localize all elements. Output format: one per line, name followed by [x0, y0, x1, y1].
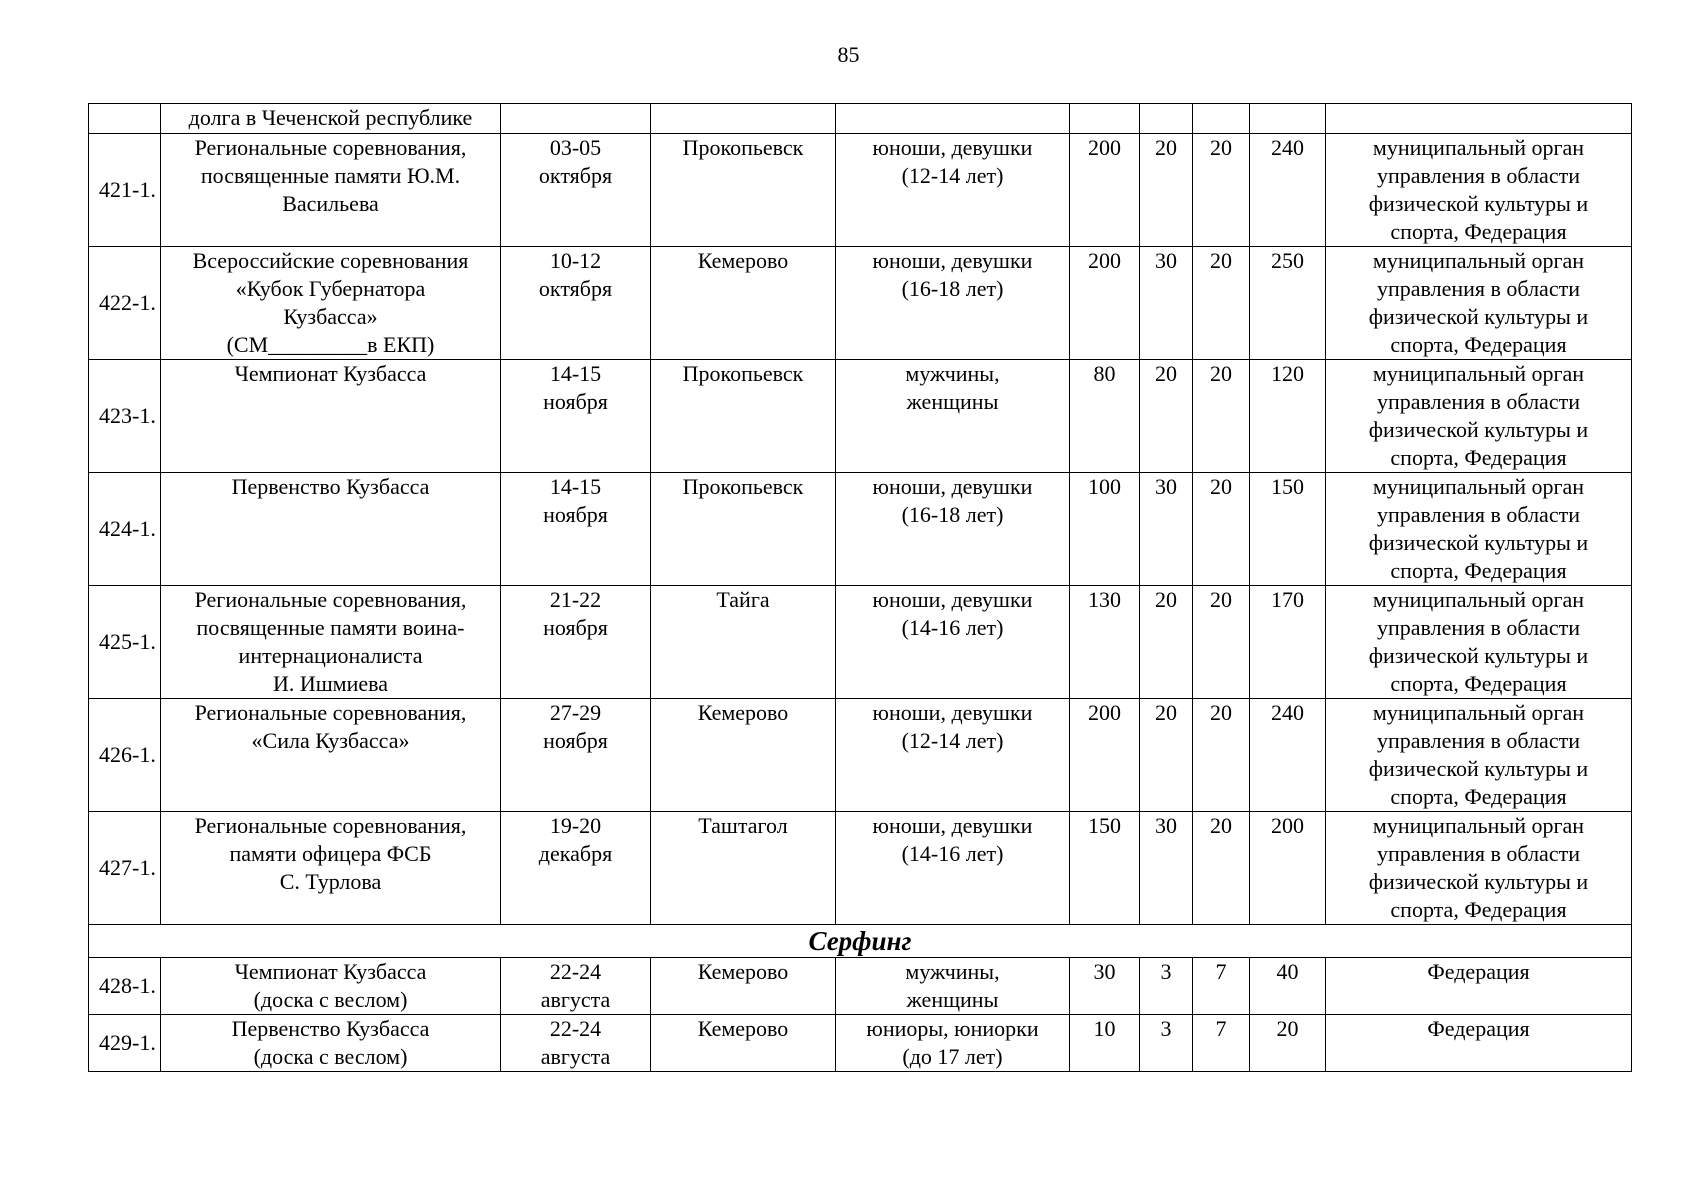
cell-organizer: муниципальный орган управления в области физической культуры и спорта, Федерация	[1326, 360, 1632, 473]
cell-number	[89, 104, 161, 134]
cell-organizer: муниципальный орган управления в области физической культуры и спорта, Федерация	[1326, 699, 1632, 812]
cell-dates: 22-24 августа	[501, 1015, 651, 1072]
table-row	[89, 473, 1632, 586]
cell-count-3	[1193, 104, 1250, 134]
cell-count-2: 20	[1140, 699, 1193, 812]
cell-dates: 19-20 декабря	[501, 812, 651, 925]
cell-dates: 14-15 ноября	[501, 473, 651, 586]
cell-event-name: Чемпионат Кузбасса	[161, 360, 501, 473]
cell-total: 170	[1250, 586, 1326, 699]
cell-participants	[836, 104, 1070, 134]
cell-number: 422-1.	[89, 247, 161, 360]
cell-dates: 22-24 августа	[501, 958, 651, 1015]
cell-place: Кемерово	[651, 1015, 836, 1072]
cell-count-1: 100	[1070, 473, 1140, 586]
cell-place: Кемерово	[651, 699, 836, 812]
cell-event-name: долга в Чеченской республике	[161, 104, 501, 134]
cell-count-1: 200	[1070, 699, 1140, 812]
events-table	[88, 103, 1632, 1072]
cell-participants: юниоры, юниорки (до 17 лет)	[836, 1015, 1070, 1072]
cell-total: 240	[1250, 134, 1326, 247]
table-body	[89, 104, 1632, 1072]
cell-count-1	[1070, 104, 1140, 134]
cell-dates	[501, 104, 651, 134]
table-row	[89, 699, 1632, 812]
cell-organizer: муниципальный орган управления в области физической культуры и спорта, Федерация	[1326, 134, 1632, 247]
cell-place: Прокопьевск	[651, 360, 836, 473]
cell-number: 425-1.	[89, 586, 161, 699]
cell-count-2: 20	[1140, 134, 1193, 247]
cell-dates: 10-12 октября	[501, 247, 651, 360]
cell-count-3: 20	[1193, 247, 1250, 360]
table-row	[89, 247, 1632, 360]
cell-event-name: Первенство Кузбасса (доска с веслом)	[161, 1015, 501, 1072]
table-row	[89, 812, 1632, 925]
cell-organizer: Федерация	[1326, 1015, 1632, 1072]
cell-total: 20	[1250, 1015, 1326, 1072]
cell-dates: 14-15 ноября	[501, 360, 651, 473]
cell-total	[1250, 104, 1326, 134]
table-row	[89, 958, 1632, 1015]
cell-number: 426-1.	[89, 699, 161, 812]
cell-number: 423-1.	[89, 360, 161, 473]
cell-place: Таштагол	[651, 812, 836, 925]
cell-organizer: муниципальный орган управления в области физической культуры и спорта, Федерация	[1326, 812, 1632, 925]
cell-count-3: 20	[1193, 699, 1250, 812]
cell-count-3: 7	[1193, 958, 1250, 1015]
cell-total: 40	[1250, 958, 1326, 1015]
cell-total: 250	[1250, 247, 1326, 360]
cell-dates: 27-29 ноября	[501, 699, 651, 812]
cell-count-2: 30	[1140, 247, 1193, 360]
cell-count-2: 30	[1140, 473, 1193, 586]
cell-participants: юноши, девушки (16-18 лет)	[836, 473, 1070, 586]
cell-count-1: 10	[1070, 1015, 1140, 1072]
cell-organizer	[1326, 104, 1632, 134]
cell-count-2: 20	[1140, 360, 1193, 473]
cell-organizer: муниципальный орган управления в области физической культуры и спорта, Федерация	[1326, 247, 1632, 360]
cell-count-2: 30	[1140, 812, 1193, 925]
cell-place: Кемерово	[651, 247, 836, 360]
cell-place: Кемерово	[651, 958, 836, 1015]
cell-number: 421-1.	[89, 134, 161, 247]
cell-event-name: Чемпионат Кузбасса (доска с веслом)	[161, 958, 501, 1015]
cell-count-1: 130	[1070, 586, 1140, 699]
cell-participants: юноши, девушки (12-14 лет)	[836, 699, 1070, 812]
cell-place: Тайга	[651, 586, 836, 699]
cell-total: 240	[1250, 699, 1326, 812]
cell-count-3: 20	[1193, 586, 1250, 699]
cell-count-3: 20	[1193, 812, 1250, 925]
cell-participants: юноши, девушки (14-16 лет)	[836, 812, 1070, 925]
cell-participants: юноши, девушки (14-16 лет)	[836, 586, 1070, 699]
cell-count-1: 200	[1070, 247, 1140, 360]
table-row	[89, 1015, 1632, 1072]
section-title: Серфинг	[89, 925, 1632, 958]
cell-dates: 21-22 ноября	[501, 586, 651, 699]
cell-count-1: 200	[1070, 134, 1140, 247]
cell-event-name: Региональные соревнования, посвященные памяти Ю.М. Васильева	[161, 134, 501, 247]
cell-event-name: Региональные соревнования, «Сила Кузбасса»	[161, 699, 501, 812]
cell-dates: 03-05 октября	[501, 134, 651, 247]
cell-event-name: Всероссийские соревнования «Кубок Губернатора Кузбасса» (СМ_________в ЕКП)	[161, 247, 501, 360]
cell-count-1: 30	[1070, 958, 1140, 1015]
cell-number: 427-1.	[89, 812, 161, 925]
cell-count-1: 150	[1070, 812, 1140, 925]
cell-count-3: 20	[1193, 360, 1250, 473]
cell-count-2: 3	[1140, 958, 1193, 1015]
cell-total: 200	[1250, 812, 1326, 925]
cell-count-1: 80	[1070, 360, 1140, 473]
cell-event-name: Региональные соревнования, памяти офицера ФСБ С. Турлова	[161, 812, 501, 925]
cell-organizer: Федерация	[1326, 958, 1632, 1015]
cell-number: 428-1.	[89, 958, 161, 1015]
table-row	[89, 360, 1632, 473]
cell-participants: юноши, девушки (16-18 лет)	[836, 247, 1070, 360]
cell-count-2	[1140, 104, 1193, 134]
cell-number: 424-1.	[89, 473, 161, 586]
table-row	[89, 134, 1632, 247]
cell-count-3: 20	[1193, 134, 1250, 247]
cell-place: Прокопьевск	[651, 134, 836, 247]
cell-place: Прокопьевск	[651, 473, 836, 586]
cell-count-3: 7	[1193, 1015, 1250, 1072]
cell-organizer: муниципальный орган управления в области физической культуры и спорта, Федерация	[1326, 586, 1632, 699]
cell-place	[651, 104, 836, 134]
table-row	[89, 586, 1632, 699]
section-header-row	[89, 925, 1632, 958]
cell-number: 429-1.	[89, 1015, 161, 1072]
cell-count-2: 3	[1140, 1015, 1193, 1072]
cell-organizer: муниципальный орган управления в области физической культуры и спорта, Федерация	[1326, 473, 1632, 586]
cell-participants: мужчины, женщины	[836, 360, 1070, 473]
cell-total: 150	[1250, 473, 1326, 586]
page-number: 85	[837, 42, 860, 67]
cell-participants: юноши, девушки (12-14 лет)	[836, 134, 1070, 247]
cell-event-name: Первенство Кузбасса	[161, 473, 501, 586]
cell-event-name: Региональные соревнования, посвященные памяти воина- интернационалиста И. Ишмиева	[161, 586, 501, 699]
continuation-row	[89, 104, 1632, 134]
cell-count-3: 20	[1193, 473, 1250, 586]
cell-participants: мужчины, женщины	[836, 958, 1070, 1015]
cell-total: 120	[1250, 360, 1326, 473]
cell-count-2: 20	[1140, 586, 1193, 699]
